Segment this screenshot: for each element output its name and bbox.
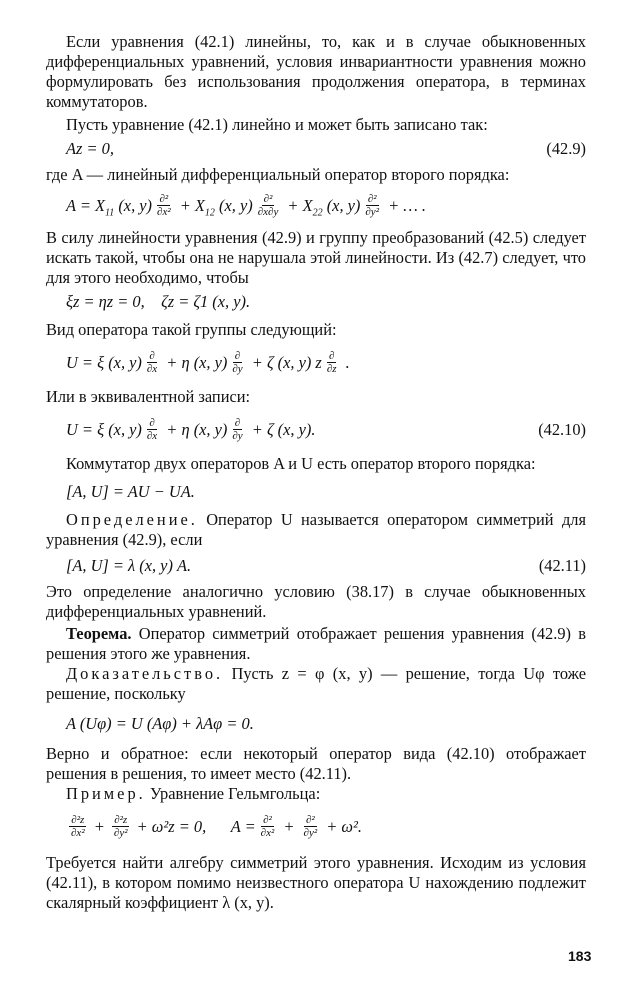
equation-42-11: [A, U] = λ (x, y) A. (42.11) <box>66 556 586 575</box>
equation-proof: A (Uφ) = U (Aφ) + λAφ = 0. <box>66 714 254 733</box>
example-label: Пример. <box>66 784 146 803</box>
equation-operator-u: U = ξ (x, y) $\frac{\partial}{\partial x}$ + η (x, y) $\frac{\partial}{\partial y}$ + ζ (x, y) z $\frac{\partial}{\partial z}$ . <box>66 350 350 375</box>
paragraph-5: Вид оператора такой группы следующий: <box>46 320 337 339</box>
page-body <box>46 32 586 913</box>
equation-condition: ξz = ηz = 0, ζz = ζ1 (x, y). <box>66 292 251 311</box>
equation-42-9 <box>66 139 586 159</box>
equation-number: (42.9) <box>546 139 586 158</box>
theorem-label: Теорема. <box>66 624 132 643</box>
equation-number: (42.10) <box>538 419 586 439</box>
proof-label: Доказательство. <box>66 664 224 683</box>
paragraph-7: Коммутатор двух операторов A и U есть оператор второго порядка: <box>66 454 536 473</box>
page-number: 183 <box>568 948 592 964</box>
equation-operator-a: $A = X_{11}$ (x, y) $\frac{\text{∂²}}{\text{∂x²}}$ + $X_{12}$ (x, y) $\frac{\text{∂²}}{\partial x\partial y}$ + $X_{22}$ (x, y) $\frac{\text{∂²}}{\text{∂y²}}$ + … . <box>66 193 427 218</box>
paragraph-3: где A — линейный дифференциальный оператор второго порядка: <box>46 165 510 184</box>
paragraph-1: Если уравнения (42.1) линейны, то, как и в случае обыкновенных дифференциальных уравнений, условия инвариантности уравнения можно формулировать без использования продолжения оператора, в терминах коммутаторов. <box>46 32 586 111</box>
definition-label: Определение. <box>66 510 198 529</box>
paragraph-10: Теорема. Оператор симметрий отображает решения уравнения (42.9) в решения этого же уравнения. <box>46 624 586 663</box>
equation-42-10: U = ξ (x, y) $\frac{\partial}{\partial x}$ + η (x, y) $\frac{\partial}{\partial y}$ + ζ (x, y). (42.10) <box>66 417 586 442</box>
paragraph-6: Или в эквивалентной записи: <box>46 387 251 406</box>
paragraph-8: Определение. Оператор U называется оператором симметрий для уравнения (42.9), если <box>46 510 586 549</box>
equation-helmholtz: $\frac{\text{∂²z}}{\text{∂x²}}$ + $\frac{\text{∂²z}}{\text{∂y²}}$ + ω²z = 0, A = $\frac{\text{∂²}}{\text{∂x²}}$ + $\frac{\text{∂²}}{\text{∂y²}}$ + ω². <box>71 814 363 839</box>
equation-42-9-body: Az = 0, <box>66 139 114 158</box>
paragraph-11: Доказательство. Пусть z = φ (x, y) — решение, тогда Uφ тоже решение, поскольку <box>46 664 586 703</box>
paragraph-12: Верно и обратное: если некоторый оператор вида (42.10) отображает решения в решения, то имеет место (42.11). <box>46 744 586 783</box>
paragraph-13: Пример. Уравнение Гельмгольца: <box>66 784 321 803</box>
paragraph-9: Это определение аналогично условию (38.17) в случае обыкновенных дифференциальных уравнений. <box>46 582 586 621</box>
equation-number: (42.11) <box>538 556 586 575</box>
paragraph-14: Требуется найти алгебру симметрий этого уравнения. Исходим из условия (42.11), в котором помимо неизвестного оператора U нахождению подлежит скалярный коэффициент λ (x, y). <box>46 853 586 912</box>
equation-commutator: [A, U] = AU − UA. <box>66 482 195 501</box>
paragraph-4: В силу линейности уравнения (42.9) и группу преобразований (42.5) следует искать такой, чтобы она не нарушала этой линейности. Из (42.7) следует, что для этого необходимо, чтобы <box>46 228 586 287</box>
paragraph-2: Пусть уравнение (42.1) линейно и может быть записано так: <box>66 115 488 134</box>
